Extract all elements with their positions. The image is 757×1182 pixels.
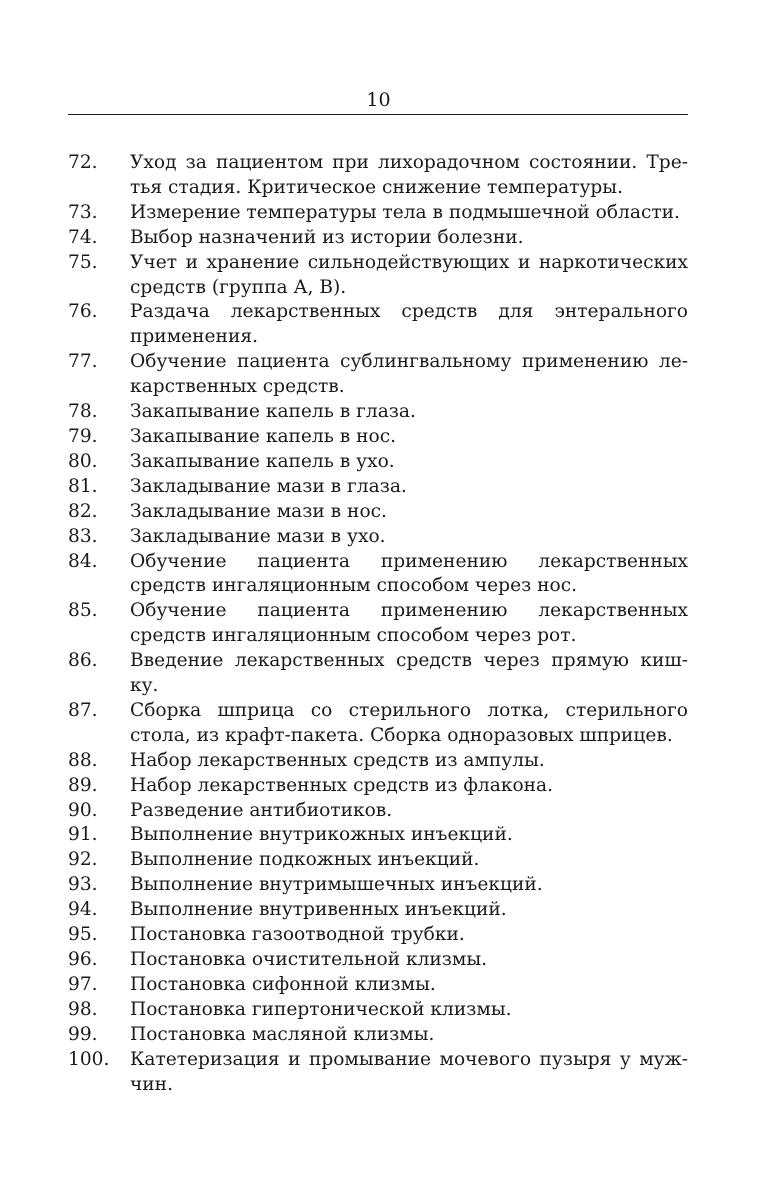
item-text-line: Разведение антибиотиков. bbox=[130, 799, 393, 821]
item-number: 96. bbox=[68, 949, 98, 970]
list-item bbox=[68, 300, 688, 350]
item-text-line: Закапывание капель в глаза. bbox=[130, 401, 416, 423]
item-text-line: Постановка сифонной клизмы. bbox=[130, 973, 436, 995]
item-number: 97. bbox=[68, 973, 98, 995]
item-text-line: Набор лекарственных средств из ампулы. bbox=[130, 749, 545, 771]
item-text bbox=[130, 823, 688, 848]
item-text-line: Постановка гипертонической клизмы. bbox=[130, 998, 512, 1020]
list-item bbox=[68, 151, 688, 201]
item-text bbox=[130, 649, 688, 699]
item-text-line: Выполнение внутривенных инъекций. bbox=[130, 899, 507, 921]
item-text bbox=[130, 848, 688, 873]
item-text-line: Обучение пациента сублингвальному применению ле- bbox=[130, 351, 688, 373]
list-item bbox=[68, 450, 688, 475]
item-text-line: применения. bbox=[130, 326, 258, 348]
item-number: 95. bbox=[68, 924, 98, 946]
list-item bbox=[68, 749, 688, 774]
item-number: 86. bbox=[68, 650, 98, 672]
item-text-line: Уход за пациентом при лихорадочном состоянии. Тре- bbox=[130, 152, 688, 173]
item-number: 89. bbox=[68, 774, 98, 796]
item-text-line: ку. bbox=[130, 675, 159, 697]
item-text bbox=[130, 400, 688, 425]
item-number: 93. bbox=[68, 874, 98, 896]
list-item bbox=[68, 350, 688, 400]
item-text-line: Выполнение внутрикожных инъекций. bbox=[130, 824, 513, 846]
item-text bbox=[130, 525, 688, 550]
item-number: 81. bbox=[68, 475, 98, 497]
item-text bbox=[130, 923, 688, 948]
item-text bbox=[130, 251, 688, 301]
item-number: 72. bbox=[68, 152, 98, 173]
list-item bbox=[68, 599, 688, 649]
item-text-line: Выполнение подкожных инъекций. bbox=[130, 849, 480, 871]
item-number: 75. bbox=[68, 251, 98, 273]
item-text-line: Закапывание капель в нос. bbox=[130, 425, 397, 447]
item-text bbox=[130, 1023, 688, 1048]
list-item bbox=[68, 400, 688, 425]
item-text-line: Раздача лекарственных средств для энтерального bbox=[130, 301, 688, 323]
item-text bbox=[130, 873, 688, 898]
header-rule bbox=[68, 114, 688, 115]
item-number: 76. bbox=[68, 301, 98, 323]
item-number: 92. bbox=[68, 849, 98, 871]
list-item bbox=[68, 1023, 688, 1048]
item-text bbox=[130, 774, 688, 799]
item-text-line: Закладывание мази в глаза. bbox=[130, 475, 407, 497]
item-text bbox=[130, 151, 688, 201]
item-text-line: тья стадия. Критическое снижение температуры. bbox=[130, 176, 624, 198]
item-number: 78. bbox=[68, 401, 98, 423]
list-item bbox=[68, 923, 688, 948]
item-text bbox=[130, 749, 688, 774]
item-text bbox=[130, 450, 688, 475]
item-text bbox=[130, 599, 688, 649]
list-item bbox=[68, 848, 688, 873]
list-item bbox=[68, 251, 688, 301]
item-number: 80. bbox=[68, 450, 98, 472]
list-item bbox=[68, 998, 688, 1023]
list-item bbox=[68, 873, 688, 898]
item-text-line: Закладывание мази в ухо. bbox=[130, 525, 386, 547]
item-text-line: средств (группа А, В). bbox=[130, 276, 347, 298]
item-text bbox=[130, 201, 688, 226]
list-item bbox=[68, 898, 688, 923]
item-number: 88. bbox=[68, 749, 98, 771]
list-item bbox=[68, 201, 688, 226]
item-text-line: чин. bbox=[130, 1073, 173, 1095]
item-number: 77. bbox=[68, 351, 98, 373]
item-text-line: Набор лекарственных средств из флакона. bbox=[130, 774, 554, 796]
list-item bbox=[68, 1048, 688, 1098]
item-text bbox=[130, 300, 688, 350]
item-text-line: Выполнение внутримышечных инъекций. bbox=[130, 874, 543, 896]
item-number: 83. bbox=[68, 525, 98, 547]
item-number: 91. bbox=[68, 824, 98, 846]
item-text-line: Постановка очистительной клизмы. bbox=[130, 949, 488, 970]
list-item bbox=[68, 973, 688, 998]
list-item bbox=[68, 475, 688, 500]
item-text-line: Измерение температуры тела в подмышечной области. bbox=[130, 201, 680, 223]
list-item bbox=[68, 425, 688, 450]
item-text-line: Учет и хранение сильнодействующих и наркотических bbox=[130, 251, 688, 273]
item-text-line: карственных средств. bbox=[130, 376, 345, 398]
item-number: 82. bbox=[68, 500, 98, 522]
list-item bbox=[68, 226, 688, 251]
item-number: 79. bbox=[68, 425, 98, 447]
item-text-line: Закапывание капель в ухо. bbox=[130, 450, 395, 472]
item-text-line: стола, из крафт-пакета. Сборка одноразовых шприцев. bbox=[130, 724, 673, 746]
list-item bbox=[68, 774, 688, 799]
list-item bbox=[68, 823, 688, 848]
item-text bbox=[130, 550, 688, 600]
item-text bbox=[130, 226, 688, 251]
item-text bbox=[130, 973, 688, 998]
item-text-line: Катетеризация и промывание мочевого пузыря у муж- bbox=[130, 1048, 688, 1070]
item-text-line: Выбор назначений из истории болезни. bbox=[130, 226, 524, 248]
item-number: 84. bbox=[68, 550, 98, 572]
list-item bbox=[68, 649, 688, 699]
item-text-line: Обучение пациента применению лекарственных bbox=[130, 550, 688, 572]
item-text-line: Сборка шприца со стерильного лотка, стерильного bbox=[130, 699, 688, 721]
item-text bbox=[130, 425, 688, 450]
item-text-line: средств ингаляционным способом через нос. bbox=[130, 575, 578, 597]
item-text bbox=[130, 948, 688, 973]
item-text bbox=[130, 898, 688, 923]
list-item bbox=[68, 799, 688, 824]
item-number: 87. bbox=[68, 699, 98, 721]
item-text-line: Закладывание мази в нос. bbox=[130, 500, 387, 522]
item-number: 85. bbox=[68, 600, 98, 622]
item-text bbox=[130, 699, 688, 749]
item-number: 90. bbox=[68, 799, 98, 821]
item-number: 74. bbox=[68, 226, 98, 248]
list-item bbox=[68, 550, 688, 600]
procedure-list bbox=[68, 151, 688, 1097]
item-text-line: Постановка газоотводной трубки. bbox=[130, 924, 465, 946]
item-text bbox=[130, 799, 688, 824]
list-item bbox=[68, 699, 688, 749]
item-text bbox=[130, 500, 688, 525]
item-number: 100. bbox=[68, 1048, 110, 1070]
item-number: 98. bbox=[68, 998, 98, 1020]
list-item bbox=[68, 525, 688, 550]
item-number: 73. bbox=[68, 201, 98, 223]
list-item bbox=[68, 500, 688, 525]
item-text bbox=[130, 475, 688, 500]
item-number: 99. bbox=[68, 1023, 98, 1045]
item-text-line: средств ингаляционным способом через рот. bbox=[130, 625, 577, 647]
item-text bbox=[130, 998, 688, 1023]
item-text bbox=[130, 1048, 688, 1098]
item-number: 94. bbox=[68, 899, 98, 921]
item-text bbox=[130, 350, 688, 400]
item-text-line: Обучение пациента применению лекарственных bbox=[130, 600, 688, 622]
page-number: 10 bbox=[366, 89, 391, 111]
item-text-line: Введение лекарственных средств через прямую киш- bbox=[130, 650, 688, 672]
item-text-line: Постановка масляной клизмы. bbox=[130, 1023, 435, 1045]
list-item bbox=[68, 948, 688, 973]
